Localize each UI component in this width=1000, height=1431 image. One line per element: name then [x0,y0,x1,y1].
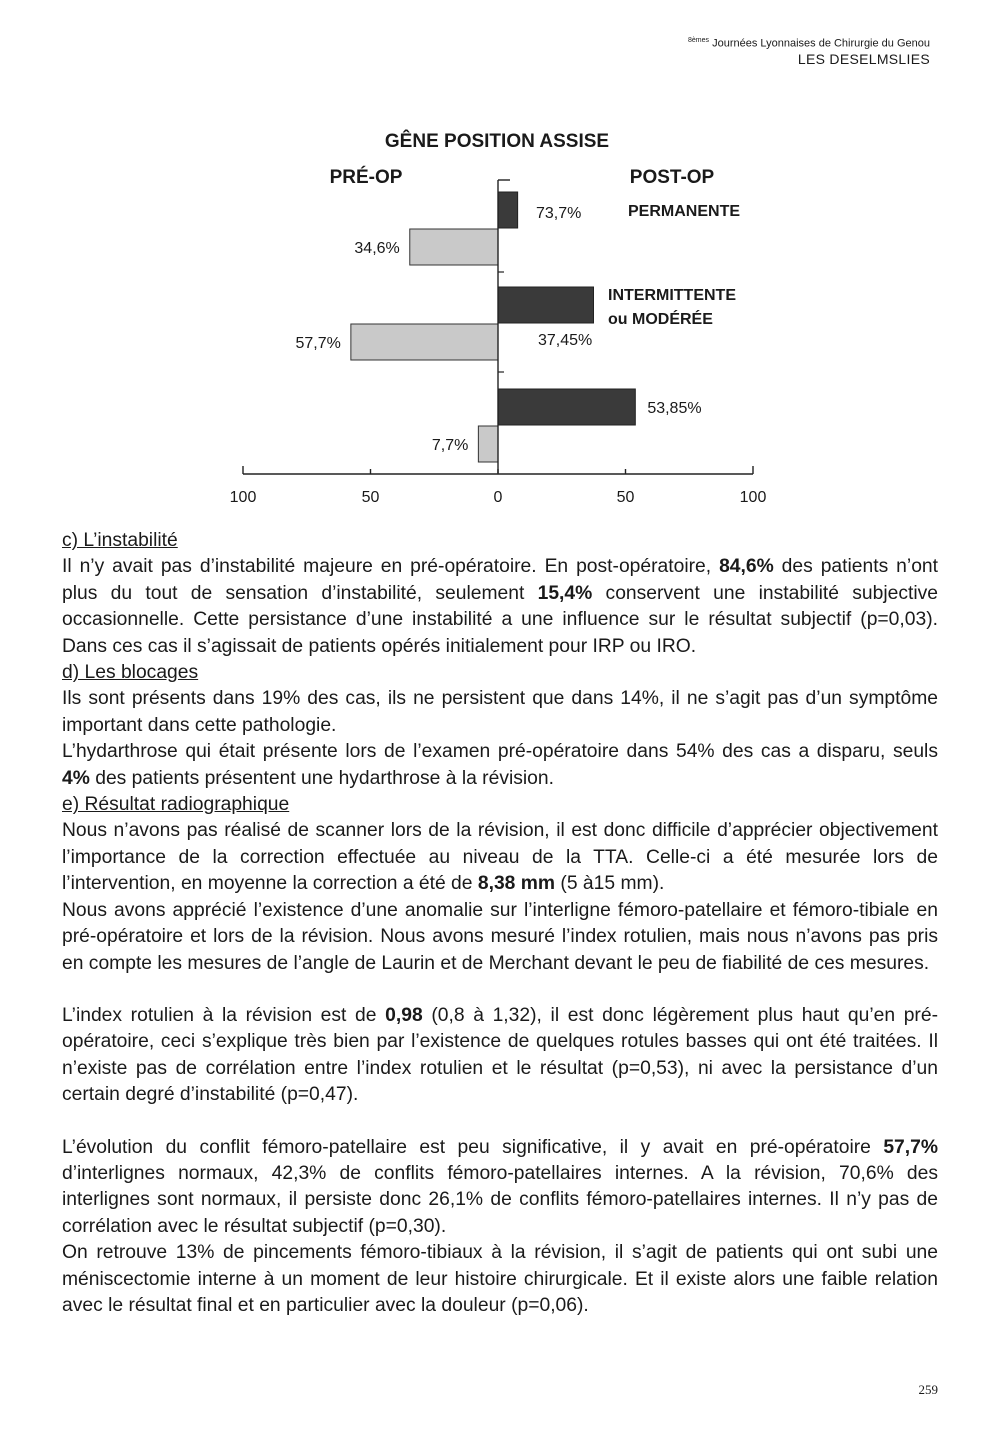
pre-op-value-label: 34,6% [354,240,400,257]
section-heading-instability: c) L’instabilité [62,530,178,551]
x-tick-label: 50 [616,489,635,506]
header-journal: $^{8èmes}$ Journées Lyonnaises de Chirurgie du Genou [688,37,930,50]
section-heading-radiographic: e) Résultat radiographique [62,794,290,816]
chart-title: GÊNE POSITION ASSISE [384,131,610,152]
category-label: PERMANENTE [628,203,741,220]
pre-op-bar [410,229,498,265]
pre-op-value-label: 7,7% [431,437,469,454]
x-tick-label: 100 [229,489,257,506]
paragraph-anomaly: Nous avons apprécié l’existence d’une anomalie sur l’interligne fémoro-patellaire et fémoro-tibiale en pré-opératoire et lors de la révision. Nous avons mesuré l’index rotulien, mais nous n’avons pas pris en compte les mesures de l’angle de Laurin et de Merchant devant le peu de fiabilité de ces mesures. [62,899,938,974]
post-op-bar [498,287,593,323]
post-op-value-label: 37,45% [538,332,593,349]
post-op-value-label: 73,7% [536,205,582,222]
paragraph-patellar-index: L’index rotulien à la révision est de 0,98 (0,8 à 1,32), il est donc légèrement plus haut qu’en pré-opératoire, ceci s’explique très bien par l’existence de quelques rotules basses qui ont été traitées. Il n’existe pas de corrélation entre l’index rotulien et le résultat (p=0,53), ni avec la persistance d’un certain degré d’instabilité (p=0,47). [62,1004,938,1106]
x-tick-label: 100 [739,489,767,506]
bar-chart [0,0,1000,520]
post-op-label: POST-OP [629,167,715,188]
paragraph-patellofemoral-conflict: L’évolution du conflit fémoro-patellaire est peu significative, il y avait en pré-opératoire 57,7% d’interlignes normaux, 42,3% de conflits fémoro-patellaires internes. A la révision, 70,6% des interlignes sont normaux, il persiste donc 26,1% de conflits fémoro-patellaires internes. Il n’y pas de corrélation avec le résultat subjectif (p=0,30). [62,1136,938,1237]
section-heading-blocking: d) Les blocages [62,662,199,684]
paragraph-hydarthrosis: L’hydarthrose qui était présente lors de l’examen pré-opératoire dans 54% des cas a disparu, seuls 4% des patients présentent une hydarthrose à la révision. [62,741,938,789]
pre-op-bar [478,426,498,462]
pre-op-label: PRÉ-OP [329,167,403,188]
x-tick-label: 50 [361,489,380,506]
paragraph-scanner: Nous n’avons pas réalisé de scanner lors de la révision, il est donc difficile d’apprécier objectivement l’importance de la correction effectuée au niveau de la TTA. Celle-ci a été mesurée lors de l’intervention, en moyenne la correction a été de 8,38 mm (5 à15 mm). [62,820,938,895]
header-section: LES DESELMSLIES [797,50,930,67]
post-op-bar [498,389,635,425]
category-label: INTERMITTENTE [608,287,736,304]
category-label: ou MODÉRÉE [608,311,713,328]
pre-op-bar [351,324,498,360]
page-number: 259 [918,1382,938,1397]
post-op-value-label: 53,85% [647,400,702,417]
article-body [62,528,938,1319]
post-op-bar [498,192,518,228]
pre-op-value-label: 57,7% [295,335,341,352]
x-tick-label: 0 [493,489,503,506]
paragraph-instability: Il n’y avait pas d’instabilité majeure en pré-opératoire. En post-opératoire, 84,6% des patients n’ont plus du tout de sensation d’instabilité, seulement 15,4% conservent une instabilité subjective occasionnelle. Cette persistance d’une instabilité a une influence sur le résultat subjectif (p=0,03). Dans ces cas il s’agissait de patients opérés initialement pour IRP ou IRO. [62,556,938,657]
paragraph-femorotibial: On retrouve 13% de pincements fémoro-tibiaux à la révision, il s’agit de patients qui ont subi une méniscectomie interne à un moment de leur histoire chirurgicale. Et il existe alors une faible relation avec le résultat final et en particulier avec la douleur (p=0,06). [62,1242,938,1316]
paragraph-blocking: Ils sont présents dans 19% des cas, ils ne persistent que dans 14%, il ne s’agit pas d’un symptôme important dans cette pathologie. [62,688,938,736]
